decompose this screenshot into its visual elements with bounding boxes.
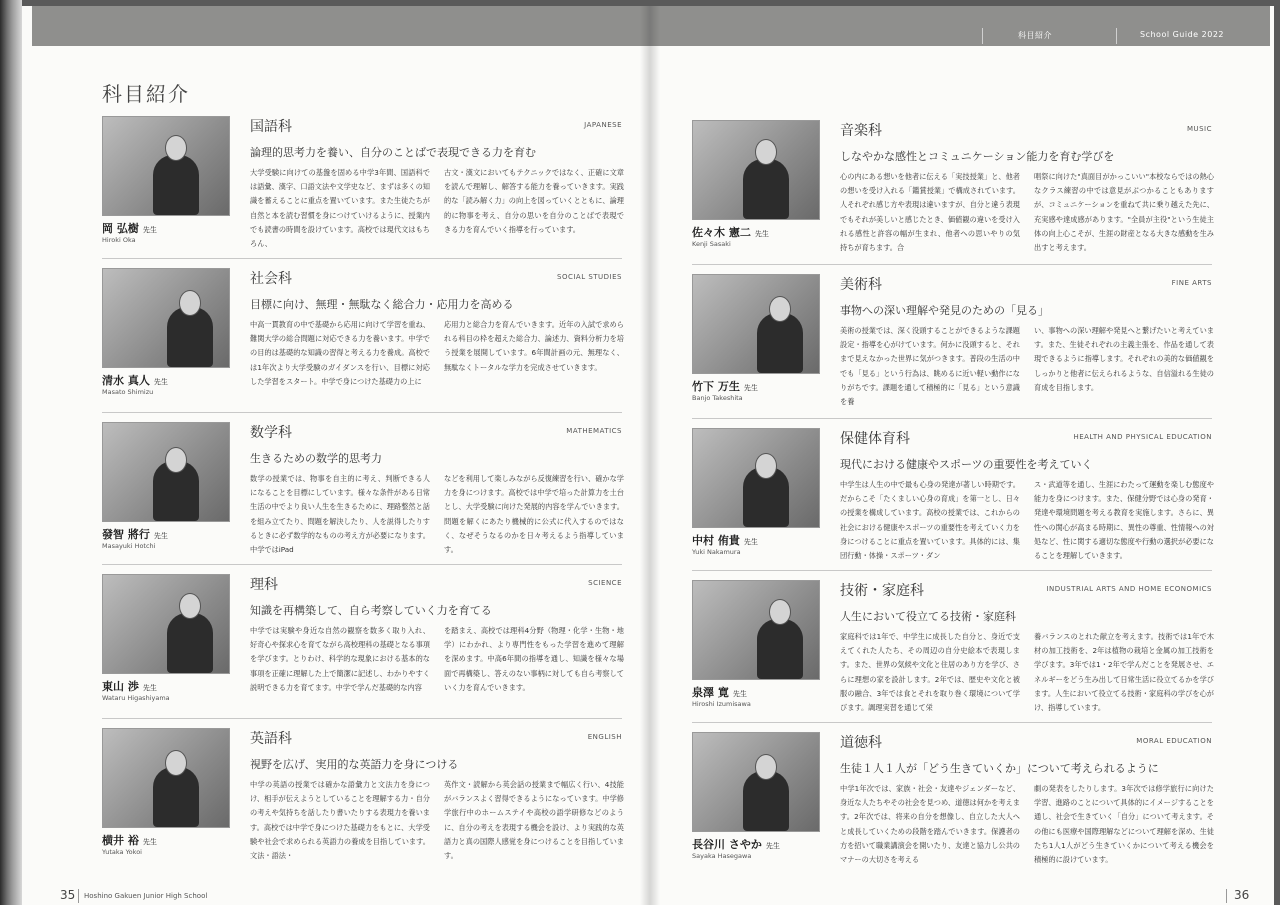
subject-english-name: HEALTH AND PHYSICAL EDUCATION: [1073, 433, 1212, 441]
subject-block: [692, 732, 1212, 882]
teacher-name: [692, 378, 758, 394]
book-gutter: [640, 6, 660, 905]
teacher-head: [769, 296, 791, 322]
right-page: [650, 6, 1274, 905]
subject-lead: 目標に向け、無理・無駄なく総合力・応用力を高める: [250, 298, 514, 311]
header-divider: [1116, 28, 1117, 44]
footer-divider: [1226, 889, 1227, 903]
subject-title: 美術科: [840, 277, 882, 293]
teacher-name-text: 中村 侑貴: [692, 534, 740, 547]
subject-block: [102, 116, 622, 266]
teacher-figure: [153, 767, 199, 827]
teacher-head: [769, 599, 791, 625]
footer-school-name: Hoshino Gakuen Junior High School: [84, 892, 208, 900]
teacher-romanized-name: Sayaka Hasegawa: [692, 852, 752, 860]
teacher-photo: [692, 732, 820, 832]
teacher-name: [692, 836, 780, 852]
teacher-name: [102, 526, 168, 542]
header-divider: [982, 28, 983, 44]
teacher-honorific: 先生: [743, 384, 758, 392]
subject-text-column-2: ス・武道等を通し、生涯にわたって運動を楽しむ態度や能力を身につけます。また、保健分野では心身の発育・発達や環境問題を考える教育を実施します。さらに、異性への関心が高まる時期に、異性の尊重、性情報への対処など、性に関する適切な態度や行動の選択が必要になることを理解していきます。: [1034, 480, 1214, 561]
subject-divider: [692, 570, 1212, 571]
subject-text-column-1: 心の内にある想いを他者に伝える「実技授業」と、他者の想いを受け入れる「鑑賞授業」で構成されています。人それぞれ感じ方や表現は違いますが、自分と違う表現でもそれが美しいと感じたとき、価値観の違いを受け入れる感性と許容の幅が生まれ、他者への思いやりの気持ちが育ちます。合: [840, 172, 1020, 253]
teacher-romanized-name: Wataru Higashiyama: [102, 694, 170, 702]
subject-text-column-1: 中学では実験や身近な自然の観察を数多く取り入れ、好奇心や探求心を育てながら高校理科の基礎となる事項を学びます。とりわけ、科学的な現象における基本的な事項を正確に理解した上で簡潔に記述し、わかりやすく説明できる力を育てます。中学で学んだ基礎的な内容: [250, 626, 430, 692]
teacher-head: [755, 139, 777, 165]
subject-lead: 人生において役立てる技術・家庭科: [840, 610, 1016, 623]
teacher-photo: [692, 274, 820, 374]
subject-english-name: INDUSTRIAL ARTS AND HOME ECONOMICS: [1046, 585, 1212, 593]
teacher-photo: [102, 268, 230, 368]
teacher-head: [755, 453, 777, 479]
teacher-name: [102, 220, 157, 236]
subject-text-column-1: 美術の授業では、深く没頭することができるような課題設定・指導を心がけています。何かに没頭すると、それまで見えなかった世界に気がつきます。普段の生活の中でも「見る」という行為は、眺めるに近い軽い動作になりがちです。課題を通して積極的に「見る」という意識を養: [840, 326, 1020, 407]
header-bar-right: [650, 6, 1270, 46]
subject-lead: しなやかな感性とコミュニケーション能力を育む学びを: [840, 150, 1115, 163]
teacher-photo: [102, 574, 230, 674]
subject-text-column-1: 数学の授業では、物事を自主的に考え、判断できる人になることを目標にしています。様々な条件がある日常生活の中でより良い人生を生きるために、理路整然と話を組み立てたり、問題を解決したり、人を説得したりするときに必ず数学的なものの考え方が必要になります。中学ではiPad: [250, 474, 430, 555]
subject-divider: [692, 264, 1212, 265]
subject-lead: 現代における健康やスポーツの重要性を考えていく: [840, 458, 1093, 471]
subject-text-column-2: などを利用して楽しみながら反復練習を行い、確かな学力を身につけます。高校では中学で培った計算力を土台とし、大学受験に向けた発展的内容を学んでいきます。問題を解くにあたり機械的に公式に代入するのではなく、なぜそうなるのかを日々考えるよう指導しています。: [444, 474, 624, 555]
teacher-name: [692, 224, 769, 240]
teacher-honorific: 先生: [765, 842, 780, 850]
page-title: 科目紹介: [102, 82, 190, 106]
teacher-name-text: 清水 真人: [102, 374, 150, 387]
subject-block: [102, 574, 622, 724]
teacher-figure: [757, 619, 803, 679]
subject-text-column-2: を踏まえ、高校では理科4分野（物理・化学・生物・地学）にわかれ、より専門性をもった学習を進めて理解を深めます。中高6年間の指導を通し、知識を様々な場面で再構築し、答えのない事柄に対しても自ら考察していく力を育んでいきます。: [444, 626, 624, 692]
subject-text-column-1: 中高一貫教育の中で基礎から応用に向けて学習を重ね、難関大学の総合問題に対応できる力を養います。中学での目的は基礎的な知識の習得と考える力を養成。高校では1年次より大学受験のガイダンスを行い、目標に対応した学習をスタート。中学で身につけた基礎力の上に: [250, 320, 430, 386]
subject-english-name: FINE ARTS: [1171, 279, 1212, 287]
subject-title: 理科: [250, 577, 278, 593]
teacher-figure: [743, 159, 789, 219]
teacher-name-text: 横井 裕: [102, 834, 139, 847]
page-number-left: 35: [60, 888, 76, 902]
teacher-name-text: 岡 弘樹: [102, 222, 139, 235]
subject-title: 社会科: [250, 271, 292, 287]
subject-text-column-2: い、事物への深い理解や発見へと繋げたいと考えています。また、生徒それぞれの主義主張を、作品を通して表現できるように指導します。それぞれの美的な価値観をしっかりと他者に伝えられるような、自信溢れる生徒の育成を目指します。: [1034, 326, 1214, 392]
subject-divider: [692, 418, 1212, 419]
subject-divider: [102, 258, 622, 259]
subject-text-column-1: 大学受験に向けての基盤を固める中学3年間、国語科では語彙、漢字、口語文法や文学史など、まずは多くの知識を蓄えることに重点を置いています。また生徒たちが自然と本を読む習慣を身につけていけるように、授業内でも読書の時間を設けています。高校では現代文はもちろん、: [250, 168, 430, 249]
subject-text-column-1: 中学1年次では、家族・社会・友達やジェンダーなど、身近な人たちやその社会を見つめ、道徳は何かを考えます。2年次では、将来の自分を想像し、自立した大人へと成長していくための段階を踏んでいきます。保護者の方を招いて職業講演会を開いたり、友達と協力し公共のマナーの大切さを考える: [840, 784, 1020, 865]
subject-title: 音楽科: [840, 123, 882, 139]
teacher-romanized-name: Masayuki Hotchi: [102, 542, 156, 550]
subject-title: 英語科: [250, 731, 292, 747]
page-number-right: 36: [1234, 888, 1250, 902]
subject-text-column-2: 唱祭に向けた"真面目がかっこいい"本校ならではの熱心なクラス練習の中では意見がぶつかることもありますが、コミュニケーションを重ねて共に乗り越えた先に、充実感や達成感があります。"全員が主役"という生徒主体の向上心こそが、生涯の財産となる大きな感動を生み出すと考えます。: [1034, 172, 1214, 253]
subject-text-column-2: 劇の発表をしたりします。3年次では修学旅行に向けた学習、進路のことについて具体的にイメージすることを通し、社会で生きていく「自分」について考えます。その他にも医療や国際理解などについて理解を深め、生徒たち1人1人がどう生きていくかについて考える機会を積極的に設けています。: [1034, 784, 1214, 865]
subject-block: [102, 268, 622, 418]
subject-block: [102, 422, 622, 572]
teacher-romanized-name: Hiroki Oka: [102, 236, 136, 244]
teacher-photo: [102, 422, 230, 522]
subject-english-name: MATHEMATICS: [566, 427, 622, 435]
subject-lead: 生きるための数学的思考力: [250, 452, 382, 465]
teacher-honorific: 先生: [732, 690, 747, 698]
teacher-name: [692, 532, 758, 548]
teacher-honorific: 先生: [142, 226, 157, 234]
subject-block: [692, 274, 1212, 424]
teacher-name: [692, 684, 747, 700]
subject-block: [692, 580, 1212, 730]
subject-lead: 知識を再構築して、自ら考察していく力を育てる: [250, 604, 492, 617]
subject-english-name: ENGLISH: [587, 733, 622, 741]
subject-text-column-2: 応用力と総合力を育んでいきます。近年の入試で求められる科目の枠を超えた総合力、論述力、資料分析力を培う授業を展開しています。6年間計画の元、無理なく、無駄なくトータルな学力を完成させていきます。: [444, 320, 624, 372]
subject-text-column-1: 中学生は人生の中で最も心身の発達が著しい時期です。だからこそ「たくましい心身の育成」を第一とし、日々の授業を構成しています。高校の授業では、これからの社会における健康やスポーツの重要性を考えていく力を身につけることに重点を置いています。具体的には、集団行動・体操・スポーツ・ダン: [840, 480, 1020, 561]
subject-lead: 論理的思考力を養い、自分のことばで表現できる力を育む: [250, 146, 536, 159]
subject-title: 国語科: [250, 119, 292, 135]
teacher-honorific: 先生: [142, 838, 157, 846]
subject-divider: [102, 564, 622, 565]
subject-divider: [692, 722, 1212, 723]
subject-lead: 視野を広げ、実用的な英語力を身につける: [250, 758, 459, 771]
teacher-figure: [167, 613, 213, 673]
teacher-honorific: 先生: [153, 378, 168, 386]
teacher-photo: [692, 580, 820, 680]
teacher-romanized-name: Yutaka Yokoi: [102, 848, 142, 856]
teacher-name-text: 佐々木 憲二: [692, 226, 751, 239]
teacher-photo: [102, 728, 230, 828]
left-page: [22, 6, 650, 905]
teacher-head: [165, 135, 187, 161]
page-edge: [0, 0, 22, 905]
teacher-romanized-name: Banjo Takeshita: [692, 394, 743, 402]
subject-block: [692, 428, 1212, 578]
teacher-name-text: 發智 將行: [102, 528, 150, 541]
subject-block: [692, 120, 1212, 270]
teacher-head: [179, 593, 201, 619]
subject-text-column-1: 家庭科では1年で、中学生に成長した自分と、身近で支えてくれた人たち、その周辺の自分史絵本で表現します。また、世界の気候や文化と住居のあり方を学び、さらに理想の家を設計します。2年では、歴史や文化と被服の融合、3年では食とそれを取り巻く環境について学びます。調理実習を通じて栄: [840, 632, 1020, 713]
teacher-honorific: 先生: [153, 532, 168, 540]
subject-english-name: JAPANESE: [584, 121, 622, 129]
subject-text-column-2: 英作文・読解から英会話の授業まで幅広く行い、4技能がバランスよく習得できるようになっています。中学修学旅行中のホームステイや高校の語学研修などのように、自分の考えを表現する機会を設け、より実践的な英語力と真の国際人感覚を身につけることを目指しています。: [444, 780, 624, 861]
subject-text-column-1: 中学の英語の授業では確かな語彙力と文法力を身につけ、相手が伝えようとしていることを理解する力・自分の考えや気持ちを話したり書いたりする表現力を養います。高校では中学で身につけた基礎力をもとに、大学受験や社会で求められる英語力の養成を目指しています。文法・語法・: [250, 780, 430, 861]
teacher-head: [179, 290, 201, 316]
teacher-romanized-name: Masato Shimizu: [102, 388, 154, 396]
teacher-honorific: 先生: [142, 684, 157, 692]
teacher-name: [102, 678, 157, 694]
subject-text-column-2: 養バランスのとれた献立を考えます。技術では1年で木材の加工技術を、2年は植物の栽培と金属の加工技術を学びます。3年では1・2年で学んだことを発展させ、エネルギーをどう生み出して日常生活に役立てるかを学びます。人生において役立てる技術・家庭科の学びを心がけ、指導しています。: [1034, 632, 1214, 713]
teacher-name-text: 東山 渉: [102, 680, 139, 693]
teacher-name: [102, 372, 168, 388]
teacher-honorific: 先生: [743, 538, 758, 546]
teacher-figure: [743, 771, 789, 831]
teacher-head: [165, 447, 187, 473]
teacher-head: [755, 754, 777, 780]
subject-lead: 生徒１人１人が「どう生きていくか」について考えられるように: [840, 762, 1159, 775]
teacher-figure: [153, 155, 199, 215]
subject-divider: [102, 718, 622, 719]
teacher-head: [165, 750, 187, 776]
subject-text-column-2: 古文・漢文においてもテクニックではなく、正確に文章を読んで理解し、解答する能力を養っていきます。実践的な「読み解く力」の向上を図っていくとともに、論理的に物事を考え、自分の思いを自分のことばで表現できる力を育んでいく指導を行っています。: [444, 168, 624, 234]
header-bar-left: [32, 6, 650, 46]
subject-title: 技術・家庭科: [840, 583, 924, 599]
subject-english-name: SCIENCE: [588, 579, 622, 587]
teacher-name: [102, 832, 157, 848]
teacher-romanized-name: Yuki Nakamura: [692, 548, 741, 556]
teacher-romanized-name: Hiroshi Izumisawa: [692, 700, 751, 708]
teacher-name-text: 泉澤 寛: [692, 686, 729, 699]
header-section-label: 科目紹介: [1018, 31, 1052, 40]
teacher-figure: [167, 307, 213, 367]
subject-title: 道徳科: [840, 735, 882, 751]
teacher-photo: [102, 116, 230, 216]
subject-english-name: MUSIC: [1186, 125, 1212, 133]
subject-divider: [102, 412, 622, 413]
teacher-name-text: 竹下 万生: [692, 380, 740, 393]
teacher-photo: [692, 428, 820, 528]
subject-english-name: MORAL EDUCATION: [1136, 737, 1212, 745]
subject-title: 数学科: [250, 425, 292, 441]
subject-block: [102, 728, 622, 878]
teacher-figure: [757, 313, 803, 373]
subject-english-name: SOCIAL STUDIES: [557, 273, 622, 281]
footer-divider: [78, 889, 79, 903]
subject-title: 保健体育科: [840, 431, 910, 447]
teacher-name-text: 長谷川 さやか: [692, 838, 762, 851]
subject-lead: 事物への深い理解や発見のための「見る」: [840, 304, 1049, 317]
teacher-photo: [692, 120, 820, 220]
teacher-honorific: 先生: [754, 230, 769, 238]
teacher-romanized-name: Kenji Sasaki: [692, 240, 731, 248]
header-guide-label: School Guide 2022: [1140, 30, 1224, 39]
